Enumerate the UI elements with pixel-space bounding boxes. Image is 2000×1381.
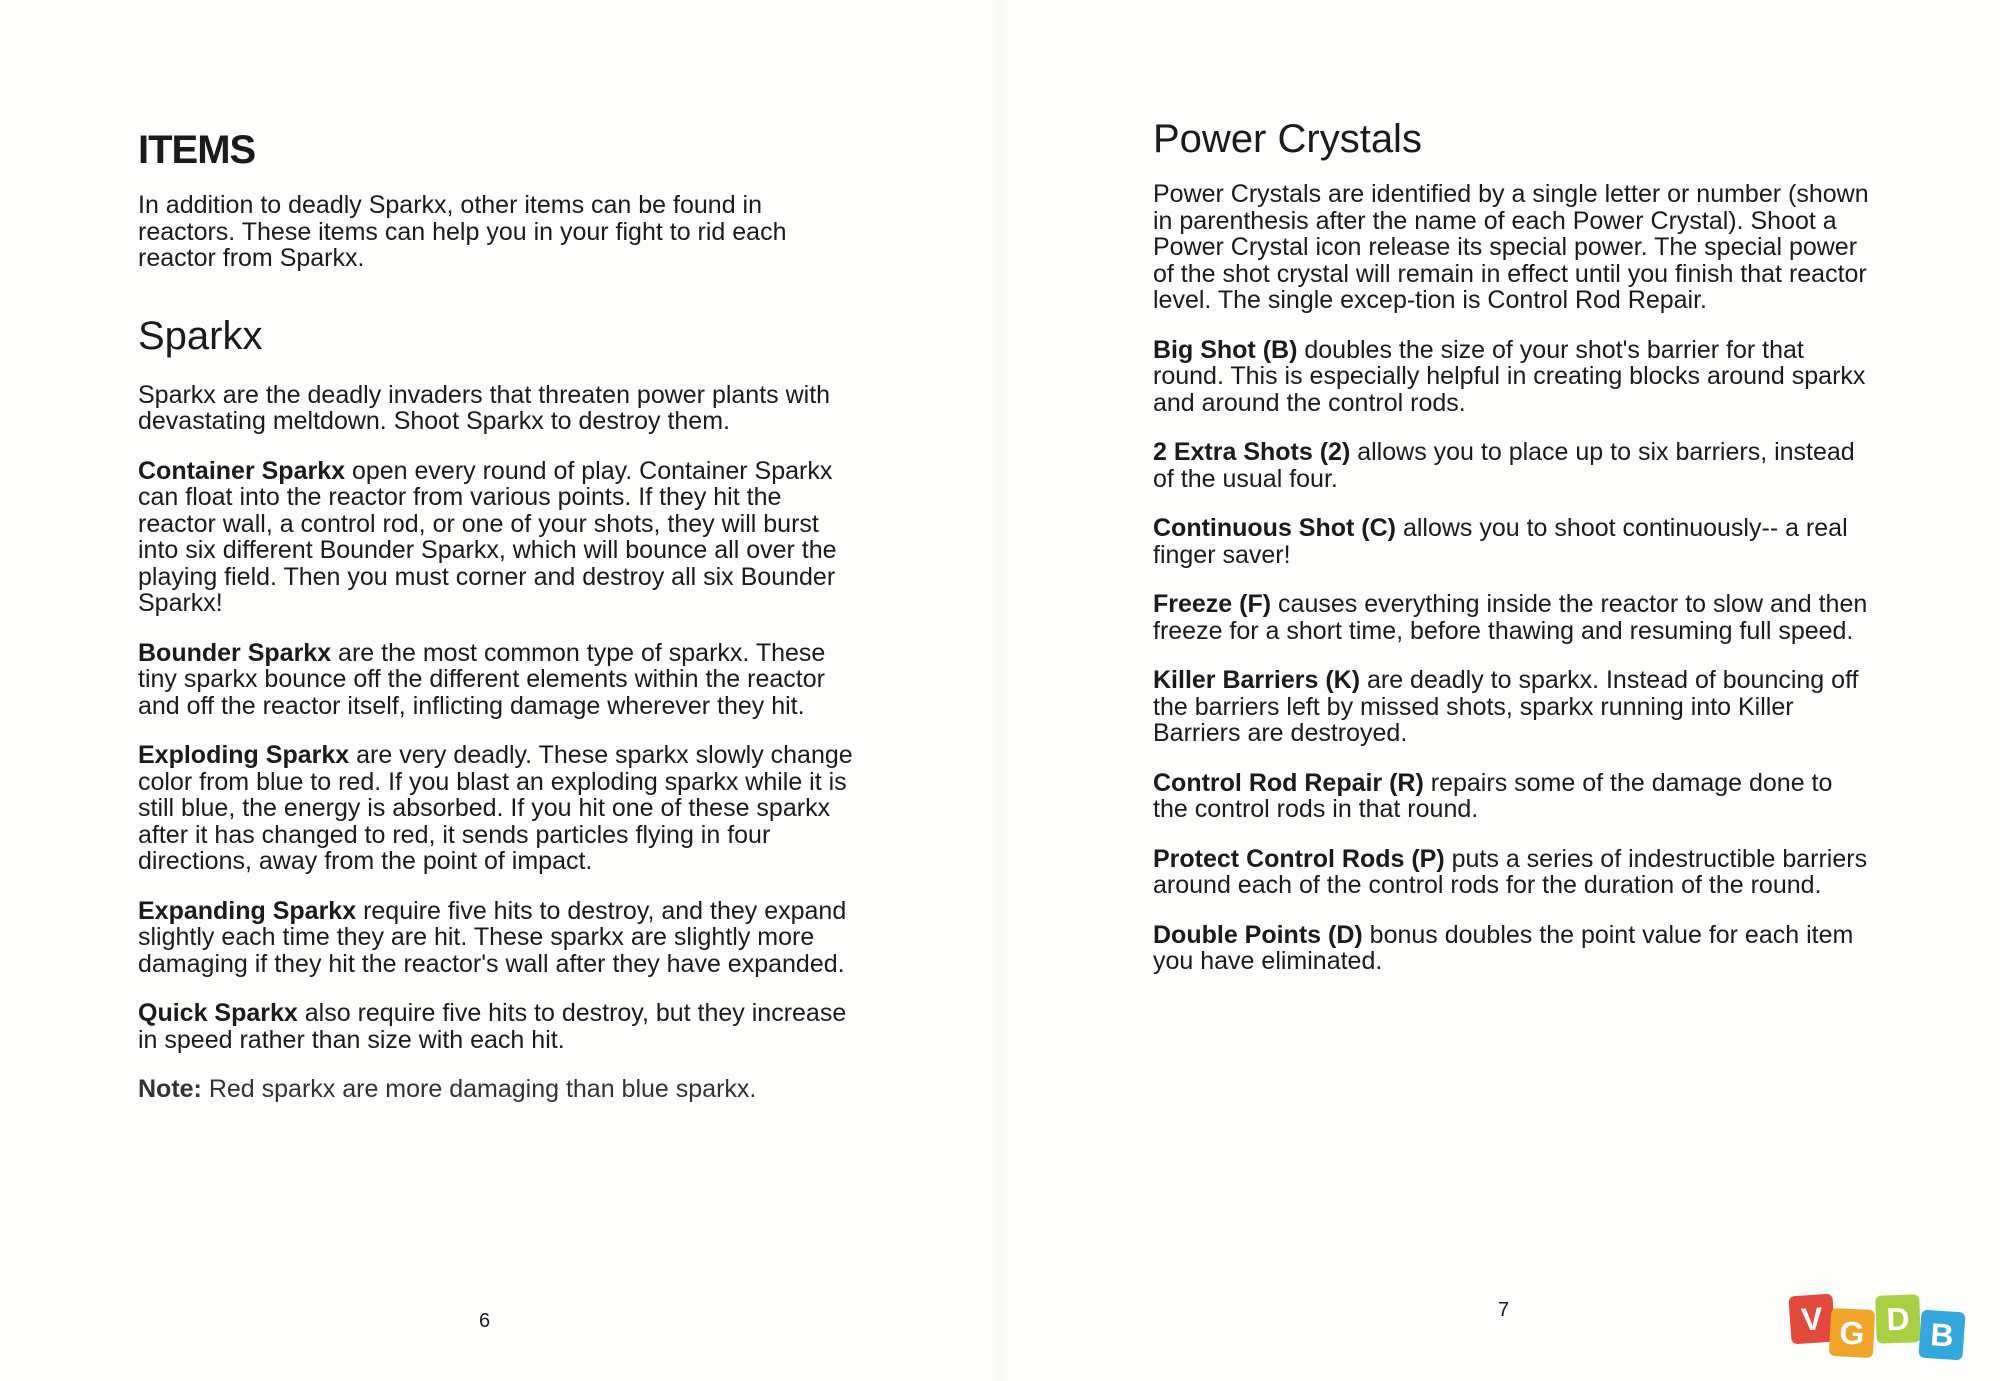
right-page-content	[1153, 115, 1873, 998]
left-page-content	[138, 126, 858, 1126]
crystal-entry-protect-control-rods	[1153, 846, 1873, 899]
entry-term: Continuous Shot (C)	[1153, 514, 1396, 542]
entry-term: Bounder Sparkx	[138, 638, 332, 667]
entry-text: also require five hits to destroy, but they increase in speed rather than size with each hit.	[138, 999, 847, 1054]
entry-text: open every round of play. Container Sparkx can float into the reactor from various points. If they hit the reactor wall, a control rod, or one of your shots, they will burst into six different Bounder Sparkx, which will bounce all over the playing field. Then you must corner and destroy all six Bounder Sparkx!	[138, 456, 837, 617]
entry-text: are very deadly. These sparkx slowly change color from blue to red. If you blast an exploding sparkx while it is still blue, the energy is absorbed. If you hit one of these sparkx after it has changed to red, it sends particles flying in four directions, away from the point of impact.	[138, 741, 853, 875]
sparkx-heading: Sparkx	[138, 313, 263, 358]
entry-term: Freeze (F)	[1153, 590, 1272, 618]
entry-term: Quick Sparkx	[138, 999, 298, 1027]
entry-term: 2 Extra Shots (2)	[1153, 438, 1351, 466]
crystal-entry-freeze	[1153, 591, 1873, 644]
vgdb-watermark-logo	[1790, 1295, 1990, 1365]
logo-letter-tile: V	[1788, 1294, 1835, 1345]
page-number-left: 6	[479, 1310, 491, 1332]
crystal-entry-killer-barriers	[1153, 667, 1873, 747]
sparkx-entry-quick	[138, 1000, 858, 1053]
entry-term: Killer Barriers (K)	[1153, 666, 1361, 694]
entry-text: require five hits to destroy, and they expand slightly each time they are hit. These sparkx are slightly more damaging if they hit the reactor's wall after they have expanded.	[138, 896, 847, 978]
items-intro: In addition to deadly Sparkx, other items can be found in reactors. These items can help you in your fight to rid each reactor from Sparkx.	[138, 191, 787, 272]
power-crystals-intro: Power Crystals are identified by a single letter or number (shown in parenthesis after the name of each Power Crystal). Shoot a Power Crystal icon release its special power. The special power of the shot crystal will remain in effect until you finish that reactor level. The single excep-tion is Control Rod Repair.	[1153, 180, 1869, 314]
sparkx-entry-bounder	[138, 640, 858, 720]
sparkx-note	[138, 1076, 858, 1103]
entry-term: Double Points (D)	[1153, 920, 1363, 949]
entry-term: Exploding Sparkx	[138, 741, 350, 769]
entry-term: Container Sparkx	[138, 456, 346, 485]
entry-text: repairs some of the damage done to the control rods in that round.	[1153, 768, 1833, 823]
entry-text: are the most common type of sparkx. These tiny sparkx bounce off the different elements within the reactor and off the reactor itself, inflicting damage wherever they hit.	[138, 638, 826, 720]
entry-text: bonus doubles the point value for each item you have eliminated.	[1153, 920, 1854, 975]
page-number-right: 7	[1498, 1299, 1510, 1321]
items-heading: ITEMS	[138, 128, 256, 172]
power-crystals-heading: Power Crystals	[1153, 117, 1422, 161]
crystal-entry-control-rod-repair	[1153, 770, 1873, 823]
entry-term: Protect Control Rods (P)	[1153, 844, 1445, 873]
crystal-entry-continuous-shot	[1153, 515, 1873, 568]
sparkx-entry-exploding	[138, 742, 858, 875]
entry-text: are deadly to sparkx. Instead of bouncing off the barriers left by missed shots, sparkx running into Killer Barriers are destroyed.	[1153, 666, 1859, 747]
sparkx-intro: Sparkx are the deadly invaders that threaten power plants with devastating meltdown. Shoot Sparkx to destroy them.	[138, 380, 831, 435]
entry-text: puts a series of indestructible barriers around each of the control rods for the duration of the round.	[1153, 844, 1868, 899]
entry-text: causes everything inside the reactor to slow and then freeze for a short time, before thawing and resuming full speed.	[1153, 590, 1868, 645]
entry-text: allows you to shoot continuously-- a real finger saver!	[1153, 514, 1848, 569]
crystal-entry-big-shot	[1153, 337, 1873, 417]
entry-text: doubles the size of your shot's barrier for that round. This is especially helpful in creating blocks around sparkx and around the control rods.	[1153, 335, 1866, 417]
logo-letter-tile: D	[1875, 1294, 1921, 1344]
note-term: Note:	[138, 1075, 202, 1103]
entry-term: Big Shot (B)	[1153, 335, 1298, 364]
crystal-entry-double-points	[1153, 922, 1873, 975]
logo-letter-tile: G	[1829, 1308, 1875, 1358]
entry-text: allows you to place up to six barriers, instead of the usual four.	[1153, 438, 1855, 493]
right-page	[1000, 0, 2000, 1381]
logo-letter-tile: B	[1918, 1310, 1965, 1361]
entry-term: Control Rod Repair (R)	[1153, 768, 1424, 797]
crystal-entry-extra-shots	[1153, 439, 1873, 492]
sparkx-entry-expanding	[138, 898, 858, 978]
sparkx-entry-container	[138, 458, 858, 617]
note-text: Red sparkx are more damaging than blue sparkx.	[201, 1075, 757, 1103]
entry-term: Expanding Sparkx	[138, 896, 357, 925]
